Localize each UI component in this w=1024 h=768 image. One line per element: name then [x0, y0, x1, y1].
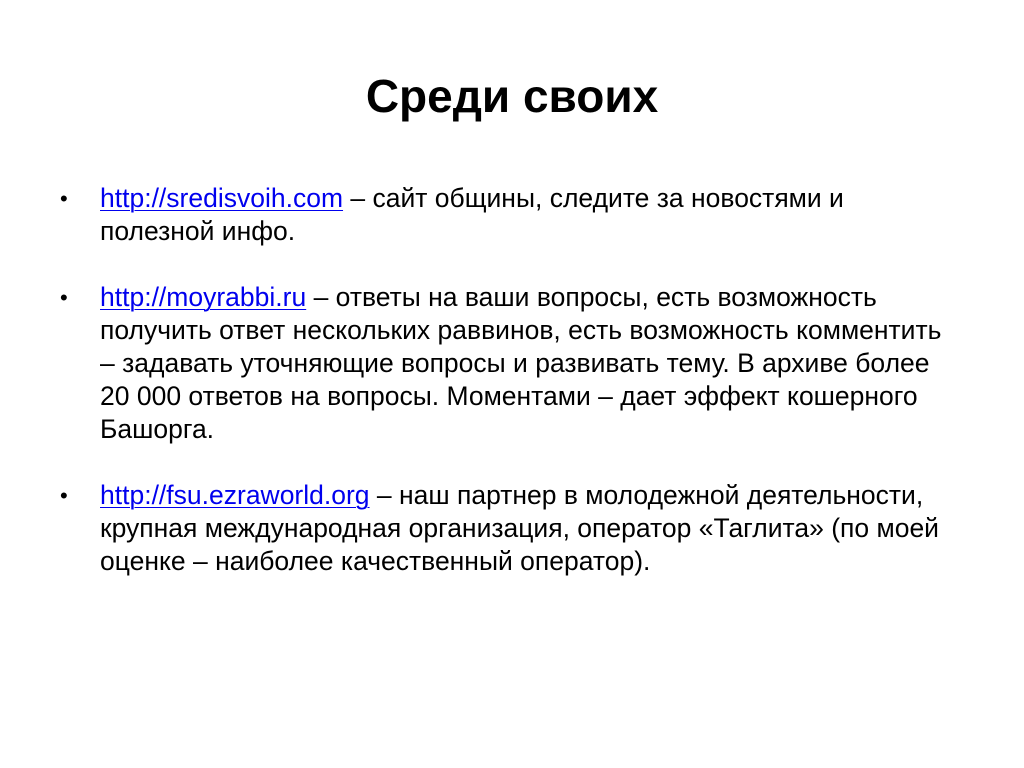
link-sredisvoih[interactable]: http://sredisvoih.com: [100, 183, 344, 213]
bullet-dot-icon: •: [60, 186, 68, 211]
bullet-item-moyrabbi: [52, 281, 962, 446]
bullet-list: [52, 182, 962, 611]
link-ezraworld[interactable]: http://fsu.ezraworld.org: [100, 480, 370, 510]
bullet-text: – наш партнер в молодежной деятельности, крупная международная организация, оператор «Таглита» (по моей оценке – наиболее качественный оператор).: [100, 480, 939, 576]
link-moyrabbi[interactable]: http://moyrabbi.ru: [100, 282, 307, 312]
slide-title: Среди своих: [365, 70, 659, 122]
bullet-text: – сайт общины, следите за новостями и полезной инфо.: [100, 183, 844, 246]
bullet-dot-icon: •: [60, 285, 68, 310]
bullet-dot-icon: •: [60, 483, 68, 508]
bullet-item-sredisvoih: [52, 182, 962, 248]
bullet-item-ezraworld: [52, 479, 962, 578]
bullet-text: – ответы на ваши вопросы, есть возможность получить ответ нескольких раввинов, есть возможность комментить – задавать уточняющие вопросы и развивать тему. В архиве более 20 000 ответов на вопросы. Моментами – дает эффект кошерного Башорга.: [100, 282, 942, 444]
